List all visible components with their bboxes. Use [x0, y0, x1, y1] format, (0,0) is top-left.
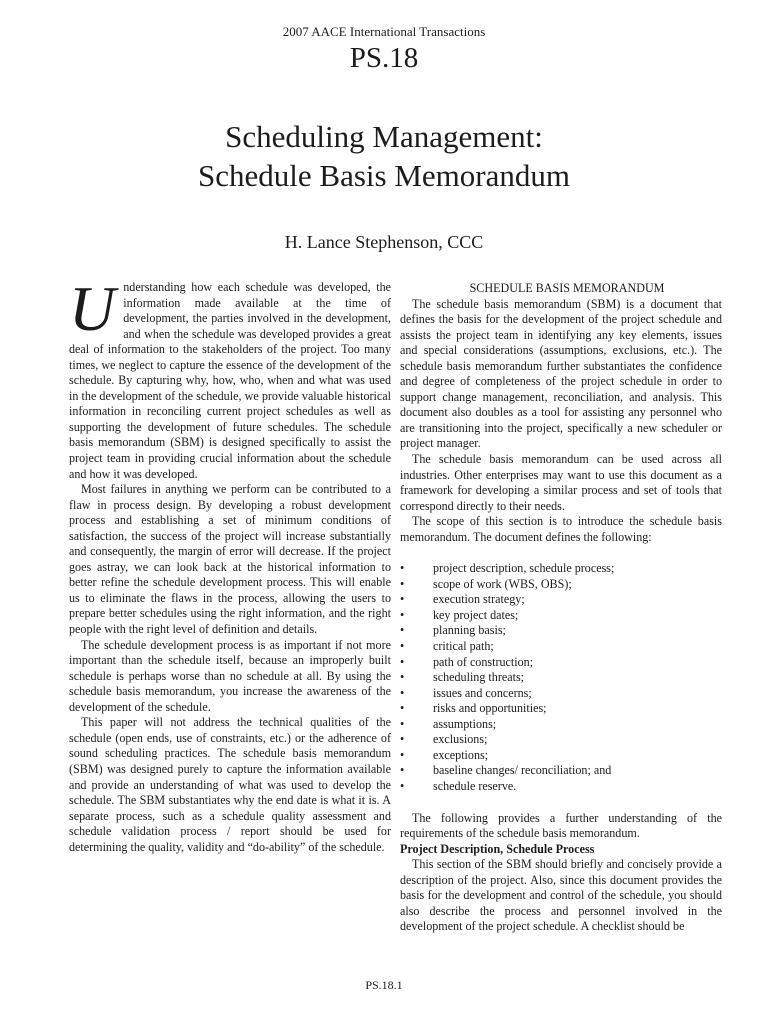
list-item: • scope of work (WBS, OBS); — [400, 577, 722, 593]
list-item: • exceptions; — [400, 748, 722, 764]
intro-paragraph — [69, 273, 391, 482]
paragraph: This section of the SBM should briefly and concisely provide a description of the project. Also, since this document provides the basis for the development and control of the schedule, you should also describe the process and personnel involved in the development of the project schedule. A checklist should be — [400, 857, 722, 934]
section-heading: SCHEDULE BASIS MEMORANDUM — [469, 281, 665, 295]
list-item: • planning basis; — [400, 623, 722, 639]
list-item: • assumptions; — [400, 717, 722, 733]
bullet-list — [400, 561, 722, 794]
page-number: PS.18.1 — [365, 978, 403, 992]
list-item: • scheduling threats; — [400, 670, 722, 686]
paragraph: The schedule basis memorandum can be used across all industries. Other enterprises may want to use this document as a framework for developing a similar process and set of tools that correspond directly to their needs. — [400, 452, 722, 513]
paragraph: Most failures in anything we perform can be contributed to a flaw in process design. By developing a robust development process and establishing a set of minimum conditions of satisfaction, the success of the project will increase substantially and consequently, the margin of error will decrease. If the project goes astray, we can look back at the historical information to better refine the schedule development process. This will enable us to eliminate the flaws in the process, allowing the users to prepare better schedules using the right information, and the right people with the right level of definition and details. — [69, 482, 391, 637]
list-item: • schedule reserve. — [400, 779, 722, 795]
author: H. Lance Stephenson, CCC — [284, 232, 484, 252]
left-column — [69, 273, 391, 855]
list-item: • path of construction; — [400, 655, 722, 671]
list-item: • exclusions; — [400, 732, 722, 748]
list-item: • key project dates; — [400, 608, 722, 624]
list-item: • risks and opportunities; — [400, 701, 722, 717]
paragraph: The schedule basis memorandum (SBM) is a document that defines the basis for the development of the project schedule and assists the project team in identifying any key elements, issues and special considerations (assumptions, exclusions, etc.). The schedule basis memorandum further substantiates the confidence and degree of completeness of the project schedule in order to support change management, reconciliation, and analysis. This document also doubles as a tool for assisting any personnel who are transitioning into the project, specifically a new scheduler or project manager. — [400, 296, 722, 451]
paragraph: This paper will not address the technical qualities of the schedule (open ends, use of constraints, etc.) or the adherence of sound scheduling practices. The schedule basis memorandum (SBM) was designed purely to capture the information available and provide an understanding of what was used to develop the schedule. The SBM substantiates why the end date is what it is. A separate process, such as a schedule quality assessment and schedule validation process / report should be used for determining the quality, validity and “do-ability” of the schedule. — [69, 715, 391, 854]
drop-cap: U — [69, 273, 116, 344]
intro-text: nderstanding how each schedule was developed, the information made available at the time of development, the parties involved in the development, and when the schedule was developed provides a great deal of information to the stakeholders of the project. Too many times, we neglect to capture the essence of the development of the schedule. By capturing why, how, who, when and what was used in the development of the schedule, we provide valuable historical information in reconciling current project schedules as well as supporting the development of future schedules. The schedule basis memorandum (SBM) is designed specifically to assist the project team in providing crucial information about the schedule and how it was developed. — [69, 280, 391, 481]
transactions-line: 2007 AACE International Transactions — [282, 24, 486, 39]
list-item: • baseline changes/ reconciliation; and — [400, 763, 722, 779]
list-item: • project description, schedule process; — [400, 561, 722, 577]
right-column — [400, 281, 722, 935]
paragraph: The following provides a further understanding of the requirements of the schedule basis memorandum. — [400, 810, 722, 841]
paragraph: The scope of this section is to introduce the schedule basis memorandum. The document defines the following: — [400, 514, 722, 544]
title-line-2: Schedule Basis Memorandum — [198, 158, 570, 193]
paragraph: The schedule development process is as important if not more important than the schedule itself, because an improperly built schedule is perhaps worse than no schedule at all. By using the schedule basis memorandum, you increase the awareness of the development of the schedule. — [69, 637, 391, 714]
title-line-1: Scheduling Management: — [225, 119, 543, 154]
subsection-heading: Project Description, Schedule Process — [400, 841, 595, 856]
list-item: • issues and concerns; — [400, 686, 722, 702]
paper-title — [0, 117, 768, 195]
list-item: • execution strategy; — [400, 592, 722, 608]
paper-code: PS.18 — [349, 42, 419, 74]
list-item: • critical path; — [400, 639, 722, 655]
